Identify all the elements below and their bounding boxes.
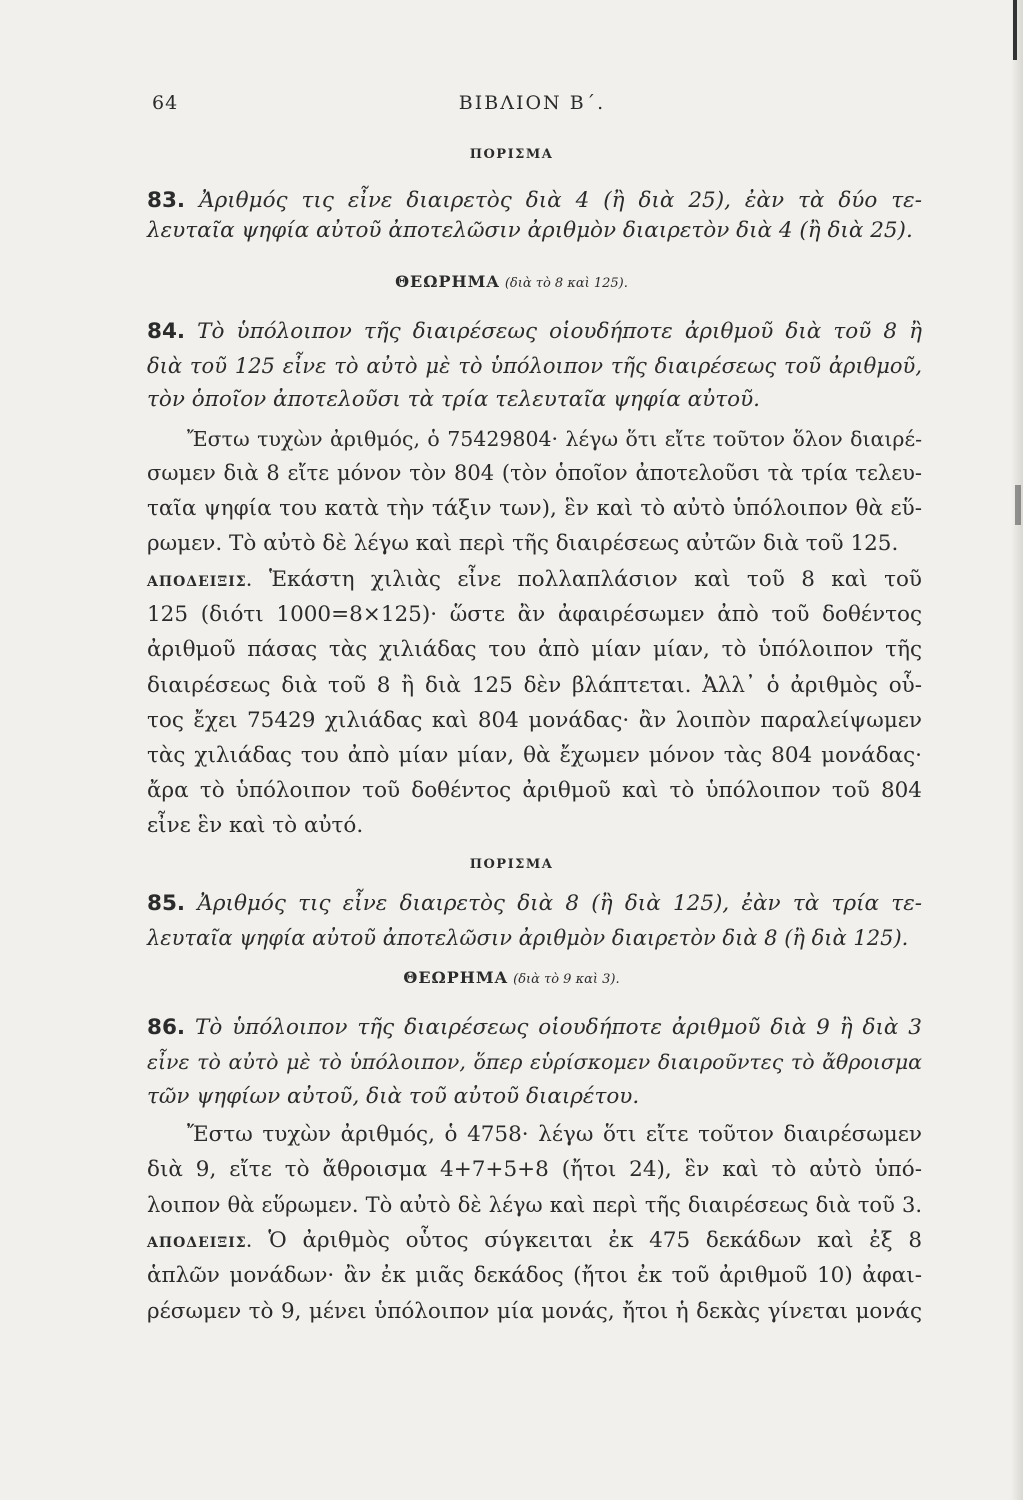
page-header — [152, 92, 912, 122]
prop-86-line-3: τῶν ψηφίων αὐτοῦ, διὰ τοῦ αὐτοῦ διαιρέτου. — [147, 1084, 640, 1109]
section-heading-porisma: ΠΟΡΙΣΜΑ — [469, 857, 554, 872]
text-line: Ἑκάστη χιλιὰς εἶνε πολλαπλάσιον καὶ τοῦ 8 καὶ τοῦ — [268, 567, 922, 592]
running-head: ΒΙΒΛΙΟΝ Β΄. — [458, 92, 606, 114]
prop-86-proof-1 — [147, 1226, 922, 1258]
theorem-title: ΘΕΩΡΗΜΑ — [395, 272, 500, 291]
prop-84-proof-4: διαιρέσεως διὰ τοῦ 8 ἢ διὰ 125 δὲν βλάπτεται. Ἀλλ᾽ ὁ ἀριθμὸς οὗ- — [147, 673, 922, 698]
prop-84-proof-5: τος ἔχει 75429 χιλιάδας καὶ 804 μονάδας· ἂν λοιπὸν παραλείψωμεν — [147, 708, 922, 733]
prop-84-example-1: Ἔστω τυχὼν ἀριθμός, ὁ 75429804· λέγω ὅτι εἴτε τοῦτον ὅλον διαιρέ- — [187, 427, 922, 451]
prop-85-line-2: λευταῖα ψηφία αὐτοῦ ἀποτελῶσιν ἀριθμὸν διαιρετὸν διὰ 8 (ἢ διὰ 125). — [147, 926, 909, 950]
prop-86-example-3: λοιπον θὰ εὕρωμεν. Τὸ αὐτὸ δὲ λέγω καὶ περὶ τῆς διαιρέσεως διὰ τοῦ 3. — [147, 1193, 922, 1217]
page-number: 64 — [152, 92, 179, 114]
prop-84-proof-1 — [147, 565, 922, 597]
prop-86-example-1: Ἔστω τυχὼν ἀριθμός, ὁ 4758· λέγω ὅτι εἴτε τοῦτον διαιρέσωμεν — [187, 1122, 922, 1147]
prop-84-example-3: ταῖα ψηφία του κατὰ τὴν τάξιν των), ἓν καὶ τὸ αὐτὸ ὑπόλοιπον θὰ εὕ- — [147, 496, 922, 521]
prop-85-line-1 — [147, 889, 922, 919]
prop-84-example-4: ρωμεν. Τὸ αὐτὸ δὲ λέγω καὶ περὶ τῆς διαιρέσεως αὐτῶν διὰ τοῦ 125. — [147, 531, 899, 556]
prop-number: 83. — [147, 188, 186, 213]
prop-number: 84. — [147, 319, 186, 344]
text-line: Τὸ ὑπόλοιπον τῆς διαιρέσεως οἱουδήποτε ἀριθμοῦ διὰ τοῦ 8 ἢ — [197, 319, 922, 344]
scan-edge-mark — [1015, 485, 1021, 525]
prop-83-line-1 — [147, 186, 922, 216]
prop-84-line-3: τὸν ὁποῖον ἀποτελοῦσι τὰ τρία τελευταῖα ψηφία αὐτοῦ. — [147, 387, 760, 412]
prop-84-proof-8: εἶνε ἓν καὶ τὸ αὐτό. — [147, 813, 364, 838]
prop-83-line-2: λευταῖα ψηφία αὐτοῦ ἀποτελῶσιν ἀριθμὸν διαιρετὸν διὰ 4 (ἢ διὰ 25). — [147, 218, 913, 243]
prop-84-line-1 — [147, 317, 922, 347]
prop-86-example-2: διὰ 9, εἴτε τὸ ἄθροισμα 4+7+5+8 (ἤτοι 24), ἓν καὶ τὸ αὐτὸ ὑπό- — [147, 1157, 922, 1182]
theorem-note: (διὰ τὸ 8 καὶ 125). — [504, 276, 628, 291]
proof-label: ΑΠΟΔΕΙΞΙΣ. — [147, 574, 253, 590]
theorem-heading — [0, 272, 1023, 291]
prop-86-line-2: εἶνε τὸ αὐτὸ μὲ τὸ ὑπόλοιπον, ὅπερ εὑρίσκομεν διαιροῦντες τὸ ἄθροισμα — [147, 1050, 922, 1074]
prop-number: 85. — [147, 891, 186, 916]
prop-86-proof-2: ἁπλῶν μονάδων· ἂν ἐκ μιᾶς δεκάδος (ἤτοι ἐκ τοῦ ἀριθμοῦ 10) ἀφαι- — [147, 1263, 922, 1288]
theorem-heading — [0, 968, 1023, 987]
scan-edge-mark — [1013, 0, 1017, 60]
text-line: Ἀριθμός τις εἶνε διαιρετὸς διὰ 4 (ἢ διὰ 25), ἐὰν τὰ δύο τε- — [199, 188, 922, 213]
page-edge-shadow — [1011, 0, 1023, 1500]
prop-84-proof-3: ἀριθμοῦ πάσας τὰς χιλιάδας του ἀπὸ μίαν μίαν, τὸ ὑπόλοιπον τῆς — [147, 637, 922, 662]
prop-84-line-2: διὰ τοῦ 125 εἶνε τὸ αὐτὸ μὲ τὸ ὑπόλοιπον τῆς διαιρέσεως τοῦ ἀριθμοῦ, — [147, 354, 922, 378]
theorem-note: (διὰ τὸ 9 καὶ 3). — [513, 972, 620, 987]
prop-84-proof-6: τὰς χιλιάδας του ἀπὸ μίαν μίαν, θὰ ἔχωμεν μόνον τὰς 804 μονάδας· — [147, 743, 922, 768]
text-line: Τὸ ὑπόλοιπον τῆς διαιρέσεως οἱουδήποτε ἀριθμοῦ διὰ 9 ἢ διὰ 3 — [195, 1015, 922, 1040]
text-line: Ἀριθμός τις εἶνε διαιρετὸς διὰ 8 (ἢ διὰ 125), ἐὰν τὰ τρία τε- — [197, 891, 922, 916]
prop-84-example-2: σωμεν διὰ 8 εἴτε μόνον τὸν 804 (τὸν ὁποῖον ἀποτελοῦσι τὰ τρία τελευ- — [147, 461, 922, 485]
section-heading-porisma: ΠΟΡΙΣΜΑ — [469, 147, 554, 162]
prop-number: 86. — [147, 1015, 186, 1040]
text-line: Ὁ ἀριθμὸς οὗτος σύγκειται ἐκ 475 δεκάδων καὶ ἐξ 8 — [268, 1228, 922, 1253]
prop-86-line-1 — [147, 1013, 922, 1043]
prop-84-proof-2: 125 (διότι 1000=8×125)· ὥστε ἂν ἀφαιρέσωμεν ἀπὸ τοῦ δοθέντος — [147, 602, 922, 627]
theorem-title: ΘΕΩΡΗΜΑ — [403, 968, 509, 987]
prop-84-proof-7: ἄρα τὸ ὑπόλοιπον τοῦ δοθέντος ἀριθμοῦ καὶ τὸ ὑπόλοιπον τοῦ 804 — [147, 778, 922, 803]
prop-86-proof-3: ρέσωμεν τὸ 9, μένει ὑπόλοιπον μία μονάς, ἤτοι ἡ δεκὰς γίνεται μονάς — [147, 1299, 922, 1324]
proof-label: ΑΠΟΔΕΙΞΙΣ. — [147, 1235, 253, 1251]
